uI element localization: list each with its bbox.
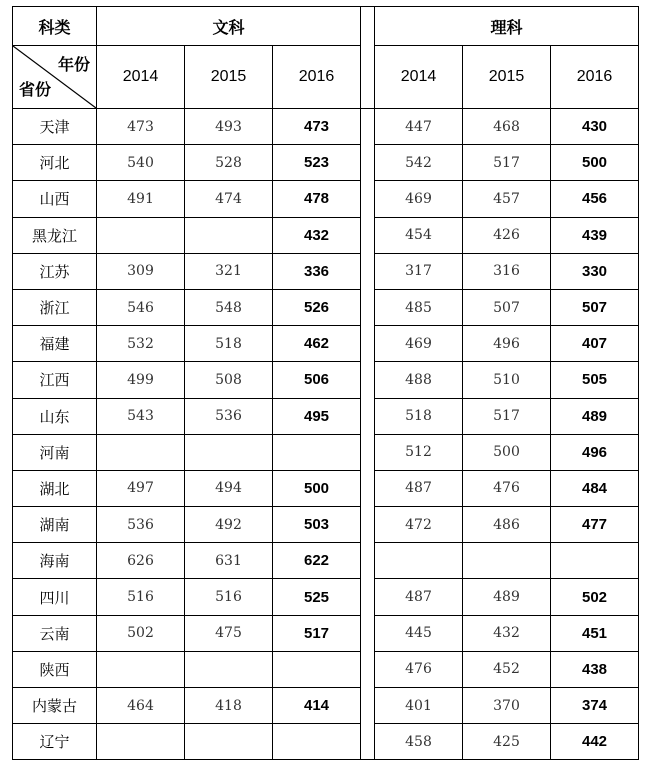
wenke-score-cell: 309: [97, 253, 185, 289]
province-cell: 江苏: [13, 253, 97, 289]
province-axis-label: 省份: [19, 80, 52, 99]
wenke-score-cell: 528: [185, 145, 273, 181]
like-score-cell: 457: [463, 181, 551, 217]
like-score-cell: 370: [463, 688, 551, 724]
like-score-cell: 500: [551, 145, 639, 181]
wenke-score-cell: 418: [185, 688, 273, 724]
wenke-score-cell: [97, 651, 185, 687]
table-row: [13, 181, 639, 217]
like-score-cell: 468: [463, 109, 551, 145]
like-score-cell: 458: [375, 724, 463, 760]
province-cell: 辽宁: [13, 724, 97, 760]
like-score-cell: 401: [375, 688, 463, 724]
like-score-cell: [375, 543, 463, 579]
like-score-cell: 447: [375, 109, 463, 145]
wenke-header: 文科: [97, 7, 361, 46]
wenke-score-cell: 474: [185, 181, 273, 217]
table-row: [13, 470, 639, 506]
province-cell: 天津: [13, 109, 97, 145]
province-cell: 河北: [13, 145, 97, 181]
wenke-score-cell: 473: [97, 109, 185, 145]
wenke-score-cell: 321: [185, 253, 273, 289]
like-score-cell: 489: [551, 398, 639, 434]
wenke-score-cell: 516: [97, 579, 185, 615]
wenke-score-cell: 506: [273, 362, 361, 398]
table-row: [13, 289, 639, 325]
wenke-score-cell: [185, 217, 273, 253]
like-score-cell: 517: [463, 398, 551, 434]
province-cell: 陕西: [13, 651, 97, 687]
diagonal-header-cell: [13, 46, 97, 109]
wenke-score-cell: [185, 434, 273, 470]
table-row: [13, 109, 639, 145]
wenke-score-cell: 495: [273, 398, 361, 434]
province-cell: 江西: [13, 362, 97, 398]
like-score-cell: 316: [463, 253, 551, 289]
like-score-cell: 317: [375, 253, 463, 289]
wenke-score-cell: 536: [97, 507, 185, 543]
province-cell: 浙江: [13, 289, 97, 325]
wenke-score-cell: 622: [273, 543, 361, 579]
wenke-score-cell: 432: [273, 217, 361, 253]
wenke-score-cell: 516: [185, 579, 273, 615]
wenke-score-cell: 631: [185, 543, 273, 579]
like-score-cell: 438: [551, 651, 639, 687]
like-score-cell: 476: [463, 470, 551, 506]
wenke-score-cell: 478: [273, 181, 361, 217]
wenke-score-cell: 414: [273, 688, 361, 724]
like-score-cell: 477: [551, 507, 639, 543]
wenke-score-cell: 475: [185, 615, 273, 651]
province-cell: 黑龙江: [13, 217, 97, 253]
province-cell: 湖北: [13, 470, 97, 506]
wenke-score-cell: 540: [97, 145, 185, 181]
like-score-cell: 518: [375, 398, 463, 434]
wenke-score-cell: 536: [185, 398, 273, 434]
wenke-score-cell: 494: [185, 470, 273, 506]
year-axis-label: 年份: [57, 55, 90, 74]
wenke-score-cell: [97, 724, 185, 760]
like-header: 理科: [375, 7, 639, 46]
like-score-cell: 407: [551, 326, 639, 362]
like-score-cell: 500: [463, 434, 551, 470]
province-cell: 四川: [13, 579, 97, 615]
table-row: [13, 507, 639, 543]
province-cell: 山西: [13, 181, 97, 217]
wenke-score-cell: 508: [185, 362, 273, 398]
like-score-cell: 487: [375, 470, 463, 506]
wenke-year-2016: 2016: [273, 46, 361, 109]
wenke-score-cell: 626: [97, 543, 185, 579]
table-row: [13, 651, 639, 687]
wenke-score-cell: 492: [185, 507, 273, 543]
wenke-score-cell: 462: [273, 326, 361, 362]
wenke-year-2015: 2015: [185, 46, 273, 109]
like-score-cell: 510: [463, 362, 551, 398]
wenke-score-cell: [97, 434, 185, 470]
like-score-cell: 486: [463, 507, 551, 543]
like-score-cell: 439: [551, 217, 639, 253]
province-cell: 云南: [13, 615, 97, 651]
wenke-score-cell: 500: [273, 470, 361, 506]
like-score-cell: 430: [551, 109, 639, 145]
wenke-score-cell: 532: [97, 326, 185, 362]
wenke-score-cell: 543: [97, 398, 185, 434]
like-score-cell: 426: [463, 217, 551, 253]
like-score-cell: 484: [551, 470, 639, 506]
like-score-cell: 487: [375, 579, 463, 615]
wenke-score-cell: 523: [273, 145, 361, 181]
table-row: [13, 326, 639, 362]
like-score-cell: 505: [551, 362, 639, 398]
like-score-cell: 496: [551, 434, 639, 470]
like-score-cell: 454: [375, 217, 463, 253]
table-row: [13, 434, 639, 470]
province-cell: 河南: [13, 434, 97, 470]
like-score-cell: 442: [551, 724, 639, 760]
score-table: [12, 6, 639, 760]
province-cell: 山东: [13, 398, 97, 434]
like-score-cell: 517: [463, 145, 551, 181]
province-cell: 福建: [13, 326, 97, 362]
like-score-cell: 496: [463, 326, 551, 362]
like-score-cell: 451: [551, 615, 639, 651]
like-score-cell: 488: [375, 362, 463, 398]
province-cell: 湖南: [13, 507, 97, 543]
wenke-score-cell: 499: [97, 362, 185, 398]
table-row: [13, 253, 639, 289]
wenke-score-cell: 473: [273, 109, 361, 145]
wenke-score-cell: 502: [97, 615, 185, 651]
like-score-cell: 512: [375, 434, 463, 470]
wenke-score-cell: 525: [273, 579, 361, 615]
like-score-cell: 452: [463, 651, 551, 687]
table-row: [13, 688, 639, 724]
like-score-cell: 469: [375, 326, 463, 362]
category-header: 科类: [13, 7, 97, 46]
like-score-cell: 507: [551, 289, 639, 325]
column-gap: [361, 7, 375, 109]
wenke-score-cell: 464: [97, 688, 185, 724]
table-row: [13, 145, 639, 181]
like-score-cell: 472: [375, 507, 463, 543]
province-cell: 内蒙古: [13, 688, 97, 724]
like-year-2016: 2016: [551, 46, 639, 109]
wenke-score-cell: [273, 434, 361, 470]
wenke-score-cell: 497: [97, 470, 185, 506]
like-score-cell: 445: [375, 615, 463, 651]
table-row: [13, 217, 639, 253]
like-score-cell: 485: [375, 289, 463, 325]
wenke-score-cell: 546: [97, 289, 185, 325]
table-row: [13, 543, 639, 579]
wenke-score-cell: 526: [273, 289, 361, 325]
table-row: [13, 398, 639, 434]
like-score-cell: 502: [551, 579, 639, 615]
table-row: [13, 362, 639, 398]
like-year-2014: 2014: [375, 46, 463, 109]
wenke-year-2014: 2014: [97, 46, 185, 109]
table-body: [13, 109, 639, 760]
wenke-score-cell: 491: [97, 181, 185, 217]
like-year-2015: 2015: [463, 46, 551, 109]
table-row: [13, 615, 639, 651]
like-score-cell: 507: [463, 289, 551, 325]
like-score-cell: 476: [375, 651, 463, 687]
like-score-cell: 489: [463, 579, 551, 615]
wenke-score-cell: 503: [273, 507, 361, 543]
like-score-cell: 542: [375, 145, 463, 181]
wenke-score-cell: [185, 724, 273, 760]
like-score-cell: 374: [551, 688, 639, 724]
like-score-cell: [463, 543, 551, 579]
table-row: [13, 724, 639, 760]
table-row: [13, 579, 639, 615]
wenke-score-cell: [97, 217, 185, 253]
like-score-cell: 456: [551, 181, 639, 217]
column-gap: [361, 109, 375, 760]
like-score-cell: 469: [375, 181, 463, 217]
province-cell: 海南: [13, 543, 97, 579]
like-score-cell: 425: [463, 724, 551, 760]
wenke-score-cell: 517: [273, 615, 361, 651]
wenke-score-cell: [273, 724, 361, 760]
wenke-score-cell: 548: [185, 289, 273, 325]
wenke-score-cell: [273, 651, 361, 687]
wenke-score-cell: 336: [273, 253, 361, 289]
wenke-score-cell: [185, 651, 273, 687]
wenke-score-cell: 493: [185, 109, 273, 145]
like-score-cell: 432: [463, 615, 551, 651]
wenke-score-cell: 518: [185, 326, 273, 362]
like-score-cell: 330: [551, 253, 639, 289]
like-score-cell: [551, 543, 639, 579]
